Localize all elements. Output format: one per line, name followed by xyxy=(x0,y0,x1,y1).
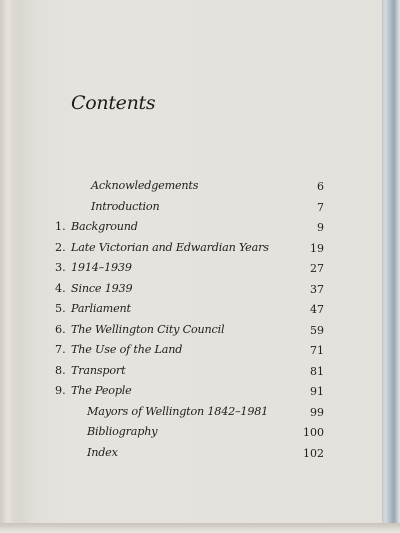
toc-entry-number: 7. xyxy=(55,343,66,356)
toc-entry-background xyxy=(18,217,382,238)
toc-entry-index xyxy=(18,443,382,464)
toc-entry-page: 91 xyxy=(310,385,324,398)
toc-entry-use-of-land xyxy=(18,340,382,361)
toc-entry-title: The Use of the Land xyxy=(71,343,183,356)
toc-entry-number: 6. xyxy=(55,322,66,336)
toc-entry-transport xyxy=(18,361,382,382)
toc-entry-page: 47 xyxy=(310,303,324,316)
toc-entry-title: Index xyxy=(87,445,118,459)
toc-entry-introduction xyxy=(18,197,382,218)
toc-entry-page: 99 xyxy=(310,405,324,419)
toc-entry-title: Since 1939 xyxy=(71,281,133,295)
contents-page xyxy=(18,0,382,526)
toc-entry-late-victorian xyxy=(18,238,382,259)
toc-entry-title: Transport xyxy=(71,363,126,377)
toc-entry-number: 8. xyxy=(55,363,66,377)
toc-entry-number: 4. xyxy=(55,281,66,295)
toc-entry-title: The Wellington City Council xyxy=(71,322,225,336)
toc-entry-page: 71 xyxy=(310,344,324,357)
toc-entry-mayors xyxy=(18,402,382,423)
toc-entry-page: 9 xyxy=(317,221,324,234)
toc-entry-number: 2. xyxy=(55,240,66,254)
toc-entry-title: Introduction xyxy=(91,199,160,213)
toc-entry-page: 37 xyxy=(310,282,324,296)
toc-entry-title: Late Victorian and Edwardian Years xyxy=(71,240,269,254)
toc-entry-title: 1914–1939 xyxy=(71,261,132,274)
toc-entry-title: Parliament xyxy=(71,302,131,315)
toc-entry-acknowledgements xyxy=(18,176,382,197)
toc-entry-number: 3. xyxy=(55,261,66,274)
toc-entry-page: 59 xyxy=(310,323,324,337)
toc-entry-page: 100 xyxy=(303,426,324,439)
toc-entry-title: The People xyxy=(71,384,132,397)
toc-entry-the-people xyxy=(18,381,382,402)
page-title: Contents xyxy=(71,92,156,114)
toc-entry-number: 9. xyxy=(55,384,66,397)
toc-entry-number: 1. xyxy=(55,220,66,233)
toc-entry-city-council xyxy=(18,320,382,341)
toc-entry-1914-1939 xyxy=(18,258,382,279)
toc-entry-title: Background xyxy=(71,220,138,233)
toc-entry-page: 102 xyxy=(303,446,324,460)
toc-entry-since-1939 xyxy=(18,279,382,300)
toc-entry-page: 27 xyxy=(310,262,324,275)
toc-entry-bibliography xyxy=(18,422,382,443)
toc-entry-number: 5. xyxy=(55,302,66,315)
toc-entry-page: 81 xyxy=(310,364,324,378)
toc-entry-page: 19 xyxy=(310,241,324,255)
toc-entry-title: Bibliography xyxy=(87,425,158,438)
toc-entry-parliament xyxy=(18,299,382,320)
table-of-contents xyxy=(18,176,382,463)
toc-entry-page: 7 xyxy=(317,200,324,214)
toc-entry-page: 6 xyxy=(317,180,324,193)
book-edge-bottom xyxy=(0,523,400,533)
toc-entry-title: Acknowledgements xyxy=(91,179,199,192)
toc-entry-title: Mayors of Wellington 1842–1981 xyxy=(87,404,269,418)
